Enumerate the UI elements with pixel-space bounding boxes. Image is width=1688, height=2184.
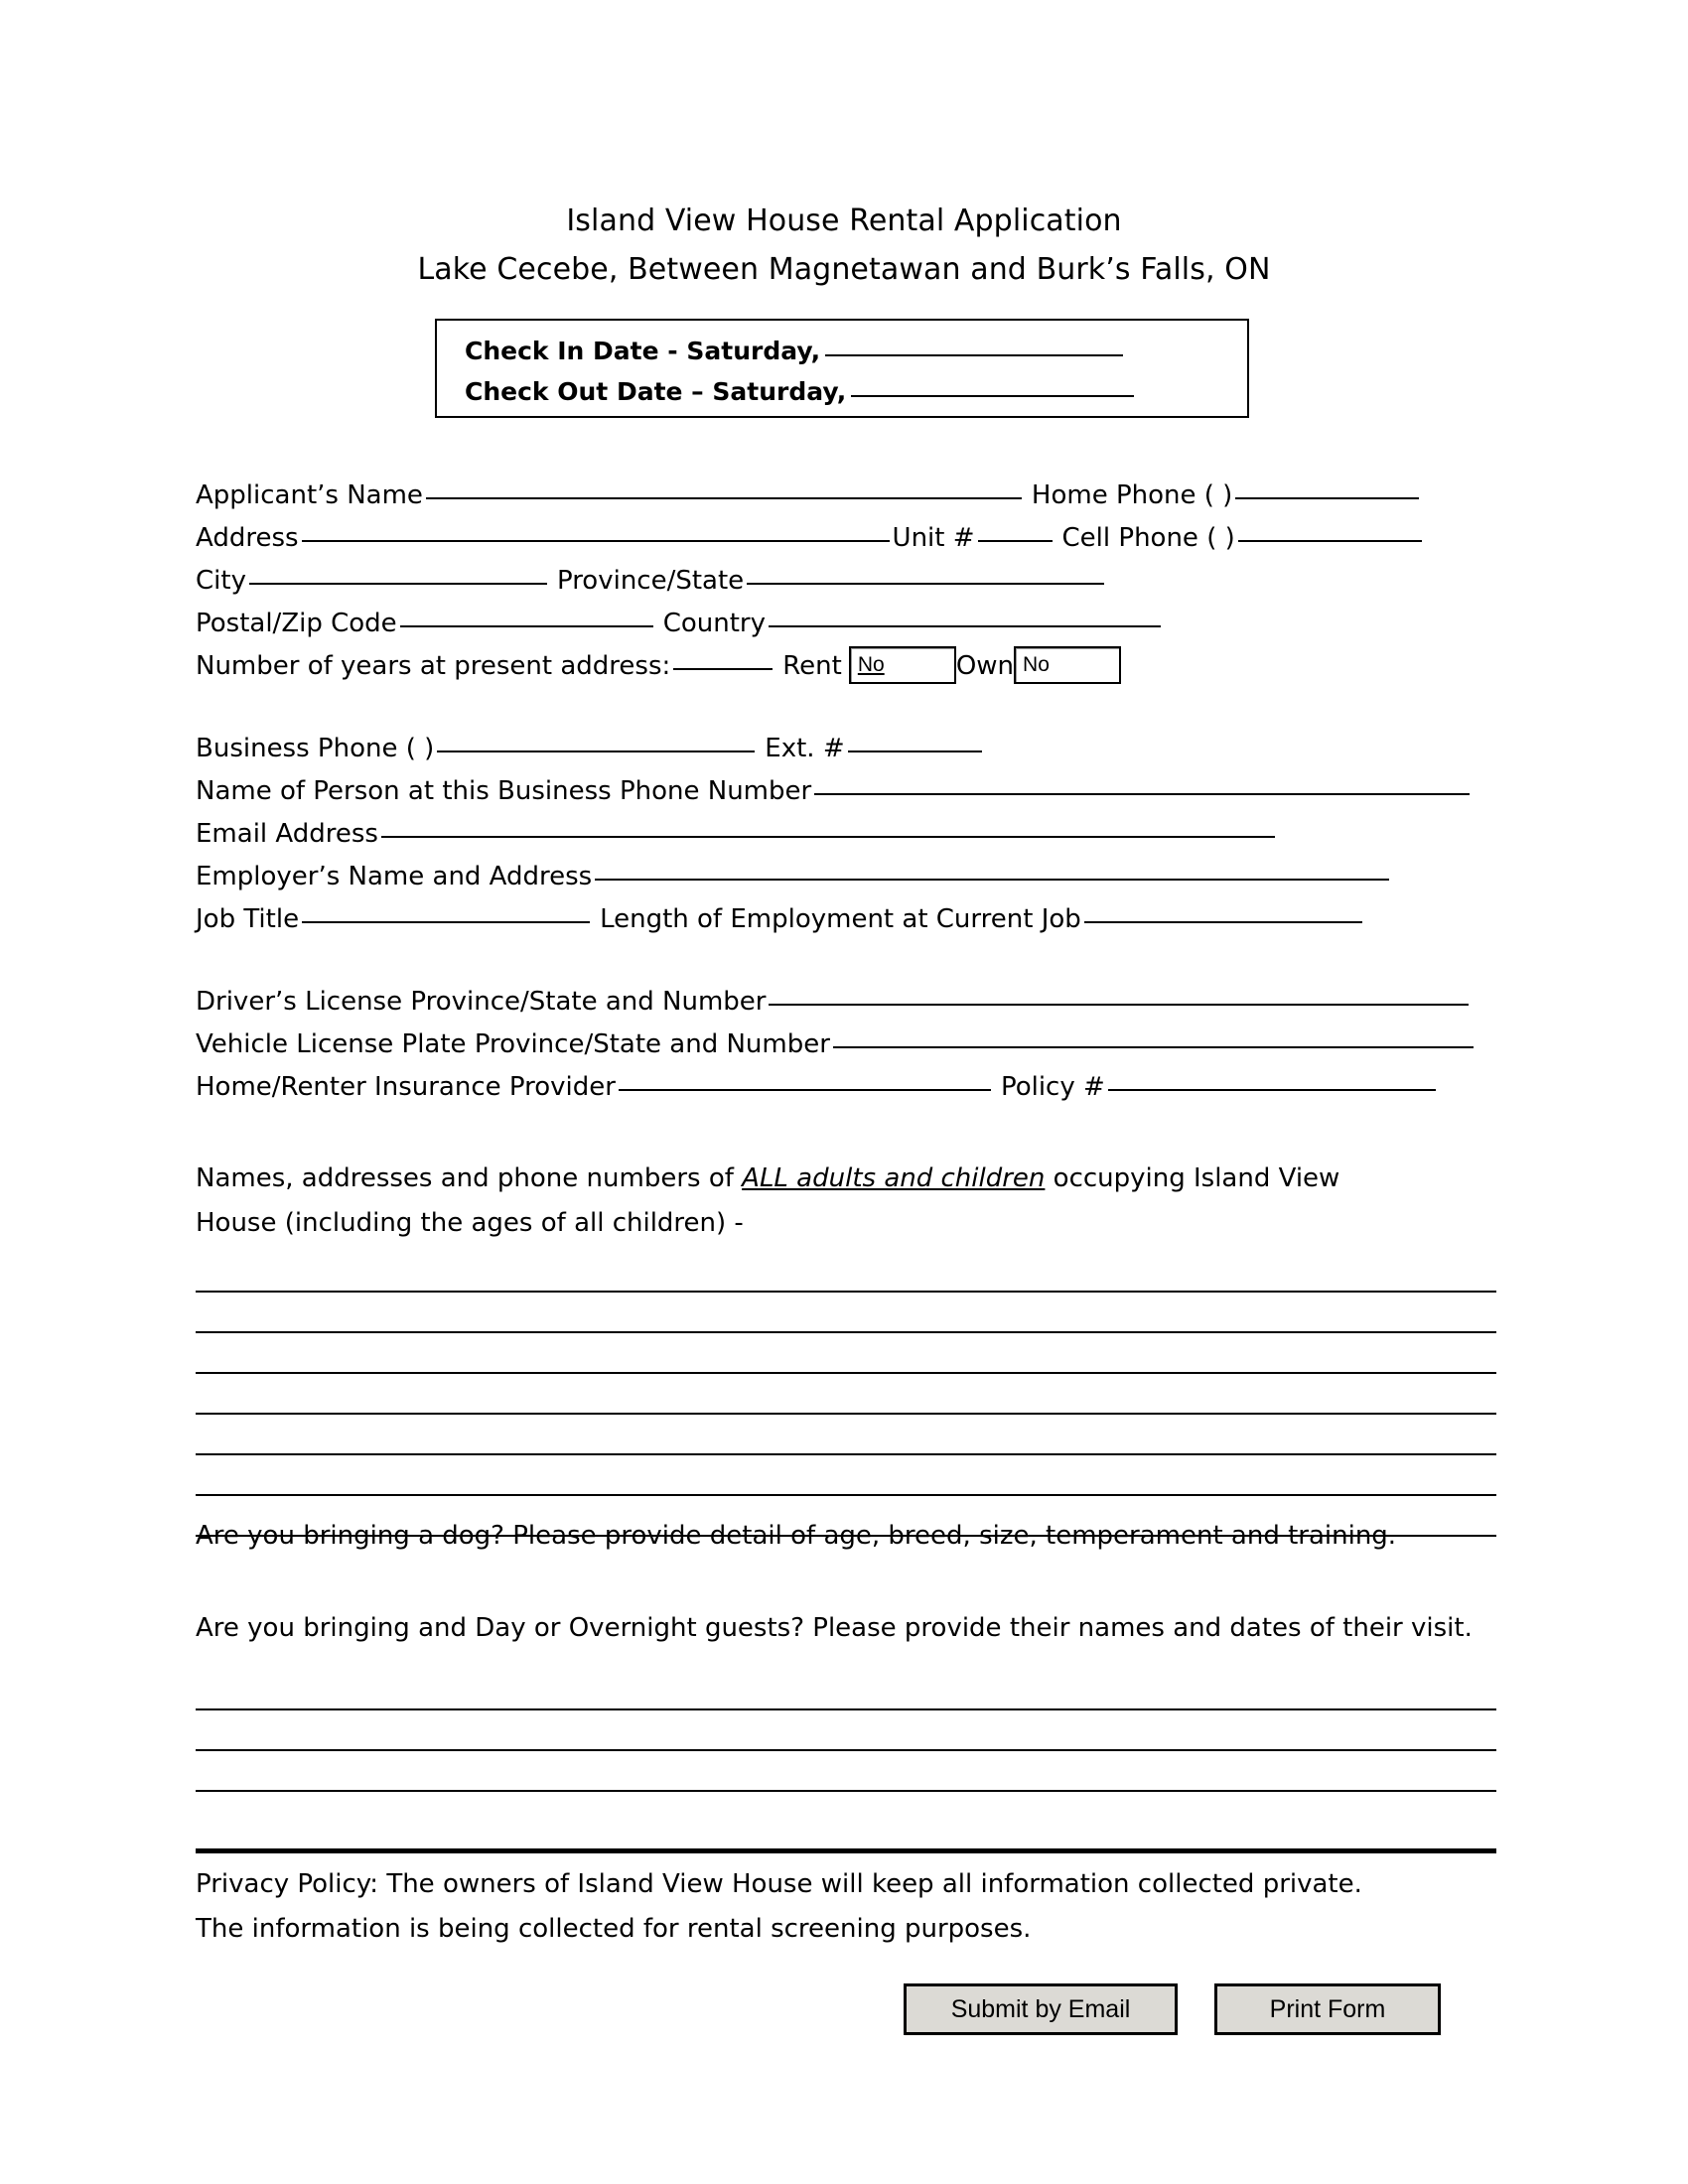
- title-line-1: Island View House Rental Application: [566, 204, 1122, 238]
- policy-number-input[interactable]: [1108, 1089, 1436, 1091]
- guests-answer-line[interactable]: [196, 1710, 1496, 1751]
- row-drivers-license: [196, 981, 1496, 1024]
- own-label: Own: [955, 651, 1015, 681]
- submit-by-email-button[interactable]: Submit by Email: [904, 1983, 1178, 2035]
- privacy-policy-line-2: The information is being collected for rental screening purposes.: [196, 1914, 1032, 1944]
- rent-field-value: No: [857, 653, 885, 676]
- row-insurance: [196, 1066, 1496, 1109]
- business-contact-input[interactable]: [814, 793, 1470, 795]
- address-label: Address: [196, 523, 299, 553]
- ext-label: Ext. #: [765, 734, 845, 763]
- unit-label: Unit #: [892, 523, 975, 553]
- section-divider: [196, 1848, 1496, 1853]
- guests-question: Are you bringing and Day or Overnight guests? Please provide their names and dates of their visit.: [196, 1613, 1473, 1643]
- job-title-input[interactable]: [302, 921, 590, 923]
- print-form-button[interactable]: Print Form: [1214, 1983, 1441, 2035]
- occupants-answer-lines: [196, 1252, 1496, 1537]
- row-email: [196, 813, 1496, 856]
- email-label: Email Address: [196, 819, 378, 849]
- home-phone-label: Home Phone ( ): [1031, 480, 1233, 510]
- employer-label: Employer’s Name and Address: [196, 862, 593, 891]
- row-business-phone: [196, 728, 1496, 770]
- guests-answer-line[interactable]: [196, 1751, 1496, 1792]
- address-input[interactable]: [302, 540, 890, 542]
- row-postal: [196, 603, 1496, 645]
- rent-label: Rent: [782, 651, 842, 681]
- business-phone-input[interactable]: [437, 751, 755, 752]
- drivers-license-label: Driver’s License Province/State and Number: [196, 987, 767, 1017]
- row-business-contact: [196, 770, 1496, 813]
- occupants-prompt-line-2: House (including the ages of all children) -: [196, 1208, 744, 1238]
- row-job-title: [196, 898, 1496, 941]
- check-in-label: Check In Date - Saturday,: [465, 337, 821, 365]
- province-input[interactable]: [747, 583, 1104, 585]
- occupants-answer-line[interactable]: [196, 1374, 1496, 1415]
- cell-phone-label: Cell Phone ( ): [1061, 523, 1235, 553]
- occupants-prompt-emphasis: ALL adults and children: [742, 1163, 1046, 1193]
- applicant-name-label: Applicant’s Name: [196, 480, 423, 510]
- city-input[interactable]: [249, 583, 547, 585]
- occupants-answer-line[interactable]: [196, 1293, 1496, 1333]
- row-vehicle-plate: [196, 1024, 1496, 1066]
- occupants-prompt-part-1: Names, addresses and phone numbers of: [196, 1163, 743, 1193]
- row-applicant-name: [196, 475, 1496, 517]
- check-in-row: [465, 337, 1123, 365]
- check-out-label: Check Out Date – Saturday,: [465, 377, 847, 406]
- row-employer: [196, 856, 1496, 898]
- guests-answer-lines: [196, 1670, 1496, 1792]
- years-at-address-label: Number of years at present address:: [196, 651, 671, 681]
- own-field-value: No: [1023, 653, 1050, 676]
- home-phone-input[interactable]: [1235, 497, 1419, 499]
- occupants-prompt: [196, 1157, 1387, 1246]
- privacy-policy: [196, 1862, 1362, 1952]
- own-field[interactable]: [1014, 646, 1121, 684]
- province-label: Province/State: [556, 566, 745, 596]
- document-title: [0, 197, 1688, 294]
- occupants-answer-line[interactable]: [196, 1415, 1496, 1455]
- cell-phone-input[interactable]: [1238, 540, 1422, 542]
- unit-input[interactable]: [978, 540, 1053, 542]
- occupants-answer-line[interactable]: [196, 1455, 1496, 1496]
- check-dates-box: [435, 319, 1249, 418]
- check-out-row: [465, 377, 1134, 406]
- ext-input[interactable]: [848, 751, 982, 752]
- postal-label: Postal/Zip Code: [196, 609, 397, 638]
- policy-number-label: Policy #: [1000, 1072, 1105, 1102]
- occupants-prompt-line-1: [196, 1157, 1387, 1201]
- employer-input[interactable]: [595, 879, 1389, 881]
- guests-answer-line[interactable]: [196, 1670, 1496, 1710]
- business-phone-label: Business Phone ( ): [196, 734, 435, 763]
- country-input[interactable]: [769, 625, 1161, 627]
- title-line-2: Lake Cecebe, Between Magnetawan and Burk’s Falls, ON: [417, 252, 1271, 287]
- city-label: City: [196, 566, 246, 596]
- drivers-license-input[interactable]: [769, 1004, 1469, 1006]
- insurance-provider-label: Home/Renter Insurance Provider: [196, 1072, 616, 1102]
- occupants-prompt-part-2: occupying Island View: [1045, 1163, 1340, 1193]
- employment-length-input[interactable]: [1084, 921, 1362, 923]
- form-actions: [904, 1983, 1499, 2035]
- row-city: [196, 560, 1496, 603]
- business-contact-label: Name of Person at this Business Phone Number: [196, 776, 812, 806]
- check-out-date-field[interactable]: [851, 395, 1134, 397]
- years-at-address-input[interactable]: [673, 668, 773, 670]
- vehicle-plate-input[interactable]: [833, 1046, 1474, 1048]
- postal-input[interactable]: [400, 625, 653, 627]
- occupants-answer-line[interactable]: [196, 1252, 1496, 1293]
- employment-length-label: Length of Employment at Current Job: [600, 904, 1081, 934]
- insurance-provider-input[interactable]: [619, 1089, 991, 1091]
- privacy-policy-line-1: Privacy Policy: The owners of Island View House will keep all information collected private.: [196, 1869, 1362, 1899]
- occupants-answer-line[interactable]: [196, 1333, 1496, 1374]
- email-input[interactable]: [381, 836, 1275, 838]
- row-address: [196, 517, 1496, 560]
- row-years-rent-own: [196, 645, 1496, 688]
- dog-question: Are you bringing a dog? Please provide detail of age, breed, size, temperament and training.: [196, 1521, 1397, 1551]
- job-title-label: Job Title: [196, 904, 300, 934]
- country-label: Country: [662, 609, 766, 638]
- check-in-date-field[interactable]: [825, 354, 1123, 356]
- form-fields: [196, 475, 1496, 1109]
- vehicle-plate-label: Vehicle License Plate Province/State and Number: [196, 1029, 830, 1059]
- rent-field[interactable]: [849, 646, 956, 684]
- applicant-name-input[interactable]: [426, 497, 1022, 499]
